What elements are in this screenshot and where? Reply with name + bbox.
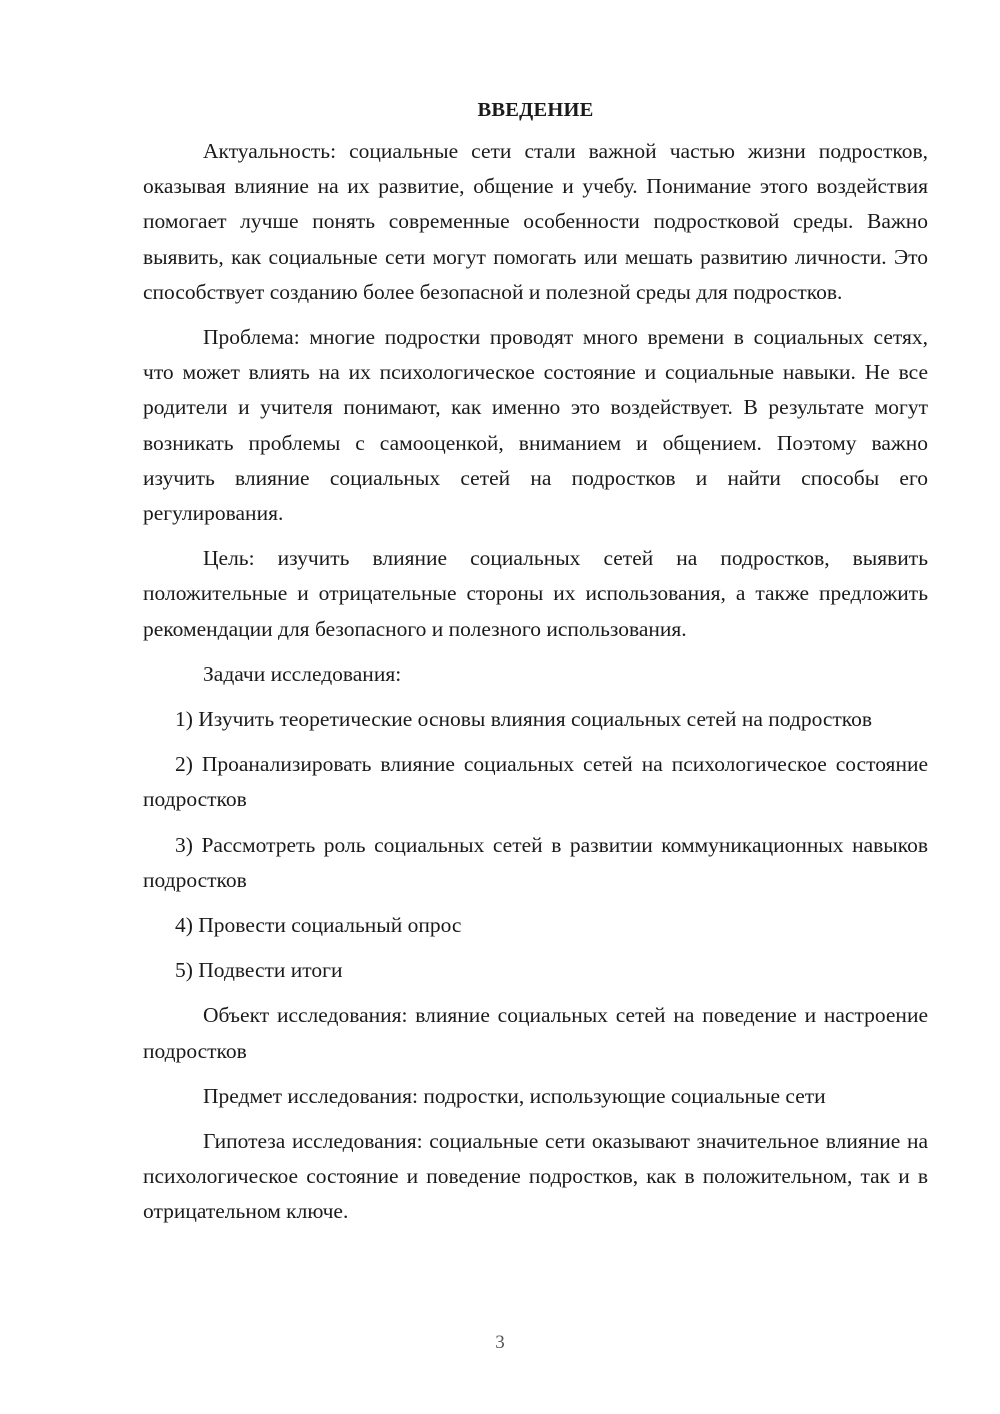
page-number: 3: [495, 1332, 505, 1353]
goal-paragraph: Цель: изучить влияние социальных сетей на подростков, выявить положительные и отрицательные стороны их использования, а также предложить рекомендации для безопасного и полезного использования.: [143, 546, 928, 641]
task-item: 4) Провести социальный опрос: [175, 913, 462, 938]
relevance-paragraph: Актуальность: социальные сети стали важной частью жизни подростков, оказывая влияние на их развитие, общение и учебу. Понимание этого воздействия помогает лучше понять современные особенности подростковой среды. Важно выявить, как социальные сети могут помогать или мешать развитию личности. Это способствует созданию более безопасной и полезной среды для подростков.: [143, 139, 928, 304]
object-paragraph: Объект исследования: влияние социальных сетей на поведение и настроение подростков: [143, 1003, 928, 1063]
task-item: 5) Подвести итоги: [175, 958, 343, 983]
section-title: ВВЕДЕНИЕ: [477, 99, 594, 121]
subject-paragraph: Предмет исследования: подростки, использующие социальные сети: [203, 1083, 826, 1108]
hypothesis-paragraph: Гипотеза исследования: социальные сети оказывают значительное влияние на психологическое состояние и поведение подростков, как в положительном, так и в отрицательном ключе.: [143, 1129, 928, 1224]
task-item: 2) Проанализировать влияние социальных сетей на психологическое состояние подростков: [143, 752, 928, 812]
problem-paragraph: Проблема: многие подростки проводят много времени в социальных сетях, что может влиять на их психологическое состояние и социальные навыки. Не все родители и учителя понимают, как именно это воздействует. В результате могут возникать проблемы с самооценкой, вниманием и общением. Поэтому важно изучить влияние социальных сетей на подростков и найти способы его регулирования.: [143, 325, 928, 526]
document-page: [143, 96, 928, 1240]
task-item: 1) Изучить теоретические основы влияния социальных сетей на подростков: [175, 707, 873, 732]
tasks-heading: Задачи исследования:: [203, 661, 402, 686]
task-item: 3) Рассмотреть роль социальных сетей в развитии коммуникационных навыков подростков: [143, 832, 928, 892]
